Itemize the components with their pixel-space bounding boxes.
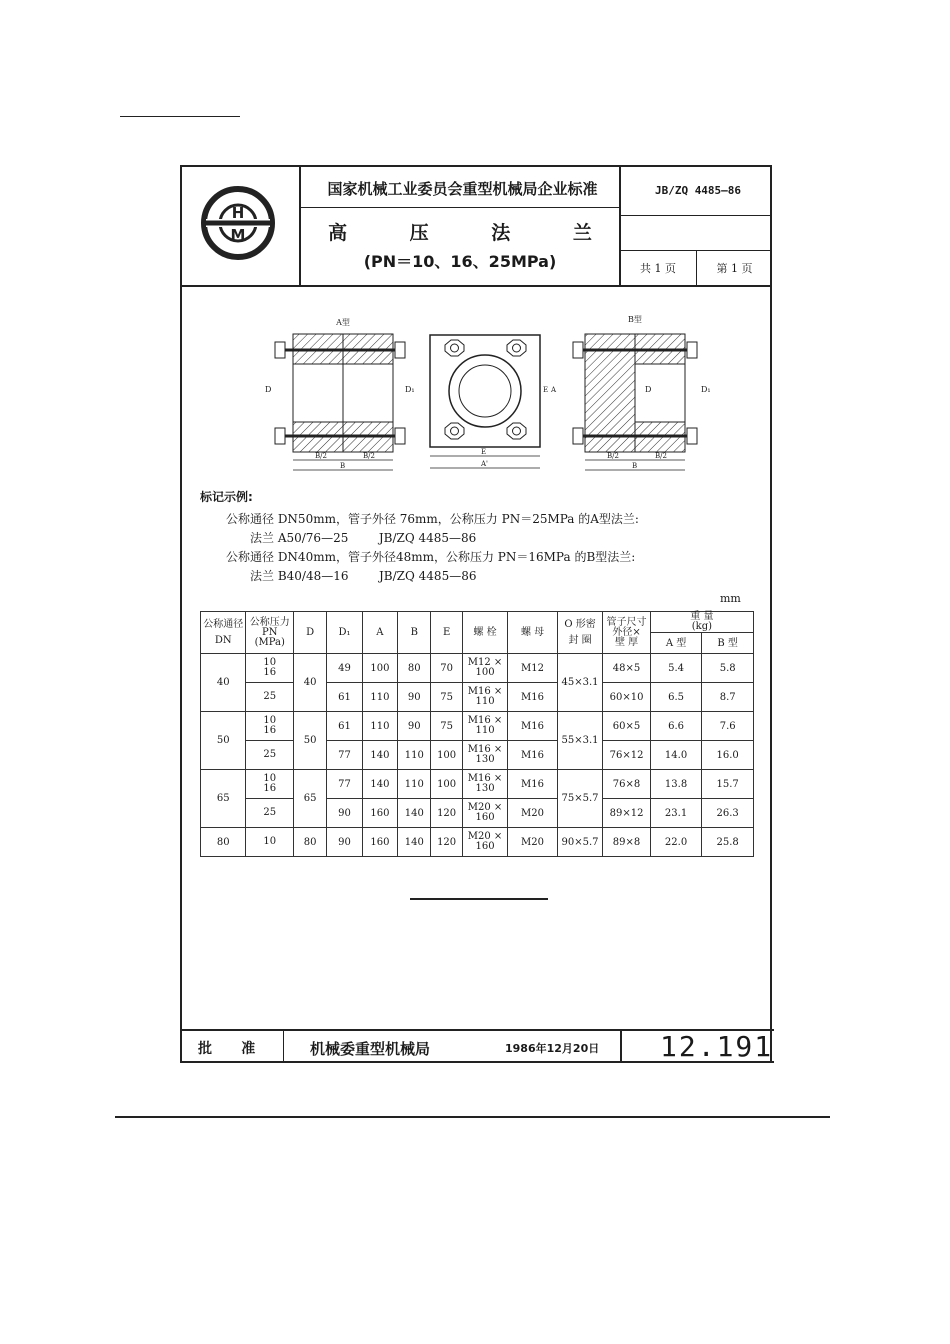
header-e: E <box>431 612 462 654</box>
cell-b: 110 <box>398 770 431 799</box>
bottom-rule <box>115 1116 830 1118</box>
cell-d1: 77 <box>327 770 362 799</box>
cell-bolt: M12 × 100 <box>462 654 507 683</box>
table-row <box>201 828 754 857</box>
svg-text:D: D <box>645 385 652 394</box>
front-view <box>430 335 557 468</box>
cell-e: 70 <box>431 654 462 683</box>
header-bolt: 螺 栓 <box>462 612 507 654</box>
cell-b: 80 <box>398 654 431 683</box>
cell-weight-b: 16.0 <box>702 741 754 770</box>
cell-dn: 40 <box>201 654 246 712</box>
cell-b: 110 <box>398 741 431 770</box>
standard-number: JB/ZQ 4485—86 <box>654 184 742 197</box>
end-mark-line <box>410 898 548 900</box>
cell-e: 75 <box>431 712 462 741</box>
svg-text:A': A' <box>481 460 488 468</box>
header-weight: 重 量 (kg) <box>650 612 753 633</box>
page-number: 第 1 页 <box>716 262 753 275</box>
header-weight-a: A 型 <box>650 633 702 654</box>
cell-nut: M16 <box>508 683 558 712</box>
cell-dn: 50 <box>201 712 246 770</box>
svg-text:B/2: B/2 <box>607 452 619 460</box>
cell-nut: M16 <box>508 712 558 741</box>
cell-pn: 25 <box>246 741 294 770</box>
cell-b: 90 <box>398 712 431 741</box>
logo-letter-h: H <box>231 204 245 222</box>
cell-d1: 90 <box>327 828 362 857</box>
cell-d1: 77 <box>327 741 362 770</box>
svg-text:D₁: D₁ <box>405 385 415 394</box>
total-pages: 共 1 页 <box>640 262 676 275</box>
cell-pn: 25 <box>246 683 294 712</box>
approve-label: 批 准 <box>198 1041 256 1057</box>
svg-text:E: E <box>543 386 549 394</box>
cell-pipe: 89×8 <box>603 828 651 857</box>
cell-d: 50 <box>293 712 326 770</box>
cell-a: 140 <box>362 741 397 770</box>
header-oring: O 形密 封 圈 <box>557 612 602 654</box>
cell-a: 140 <box>362 770 397 799</box>
header-b: B <box>398 612 431 654</box>
cell-d1: 61 <box>327 683 362 712</box>
table-row <box>201 741 754 770</box>
cell-d: 40 <box>293 654 326 712</box>
header-hline-2 <box>620 215 772 216</box>
cell-weight-a: 14.0 <box>650 741 702 770</box>
cell-pipe: 76×12 <box>603 741 651 770</box>
cell-nut: M16 <box>508 770 558 799</box>
cell-d1: 61 <box>327 712 362 741</box>
cell-e: 100 <box>431 741 462 770</box>
logo-letter-m: M <box>230 226 246 244</box>
type-b-section <box>573 334 711 470</box>
header-d: D <box>293 612 326 654</box>
cell-pn: 10 16 <box>246 654 294 683</box>
cell-bolt: M16 × 130 <box>462 741 507 770</box>
cell-dn: 80 <box>201 828 246 857</box>
cell-a: 160 <box>362 828 397 857</box>
cell-weight-a: 23.1 <box>650 799 702 828</box>
cell-b: 140 <box>398 828 431 857</box>
footer-vline-2 <box>620 1029 622 1062</box>
cell-oring: 45×3.1 <box>557 654 602 712</box>
svg-text:B/2: B/2 <box>315 452 327 460</box>
svg-text:E: E <box>481 448 487 456</box>
cell-pipe: 89×12 <box>603 799 651 828</box>
cell-pn: 10 16 <box>246 770 294 799</box>
cell-d1: 49 <box>327 654 362 683</box>
header-hline-1 <box>300 207 620 208</box>
table-row <box>201 799 754 828</box>
table-row <box>201 712 754 741</box>
svg-text:D₁: D₁ <box>701 385 711 394</box>
cell-nut: M12 <box>508 654 558 683</box>
cell-d: 65 <box>293 770 326 828</box>
example-line-1: 公称通径 DN50mm，管子外径 76mm，公称压力 PN＝25MPa 的A型法兰: <box>226 512 639 526</box>
footer-vline-1 <box>283 1029 284 1062</box>
cell-e: 120 <box>431 828 462 857</box>
svg-text:B/2: B/2 <box>655 452 667 460</box>
unit-label: mm <box>720 592 741 605</box>
table-row <box>201 683 754 712</box>
header-d1: D₁ <box>327 612 362 654</box>
org-title: 国家机械工业委员会重型机械局企业标准 <box>327 180 598 198</box>
cell-oring: 55×3.1 <box>557 712 602 770</box>
header-pipe: 管子尺寸 外径× 壁 厚 <box>603 612 651 654</box>
cell-weight-b: 8.7 <box>702 683 754 712</box>
document-number: 12.191 <box>660 1030 774 1063</box>
example-line-2: 法兰 A50/76—25 JB/ZQ 4485—86 <box>250 531 477 545</box>
header-pn: 公称压力 PN (MPa) <box>246 612 294 654</box>
cell-pipe: 48×5 <box>603 654 651 683</box>
svg-text:D: D <box>265 385 272 394</box>
svg-text:B/2: B/2 <box>363 452 375 460</box>
cell-a: 160 <box>362 799 397 828</box>
cell-pn: 10 16 <box>246 712 294 741</box>
cell-pipe: 60×10 <box>603 683 651 712</box>
svg-text:B: B <box>632 462 638 470</box>
example-line-3: 公称通径 DN40mm，管子外径48mm，公称压力 PN＝16MPa 的B型法兰: <box>226 550 636 564</box>
cell-nut: M20 <box>508 799 558 828</box>
cell-bolt: M16 × 130 <box>462 770 507 799</box>
type-a-section <box>265 334 415 470</box>
flange-dimensions-table <box>200 611 754 857</box>
cell-weight-a: 13.8 <box>650 770 702 799</box>
issue-date: 1986年12月20日 <box>505 1042 600 1055</box>
cell-oring: 90×5.7 <box>557 828 602 857</box>
table-row <box>201 770 754 799</box>
cell-b: 90 <box>398 683 431 712</box>
example-heading: 标记示例: <box>200 490 253 504</box>
header-dn: 公称通径 DN <box>201 612 246 654</box>
cell-bolt: M20 × 160 <box>462 828 507 857</box>
header-weight-b: B 型 <box>702 633 754 654</box>
svg-text:B: B <box>340 462 346 470</box>
header-nut: 螺 母 <box>508 612 558 654</box>
cell-weight-a: 6.5 <box>650 683 702 712</box>
page-subtitle: (PN＝10、16、25MPa) <box>363 252 557 271</box>
svg-text:A: A <box>551 386 557 394</box>
header-a: A <box>362 612 397 654</box>
cell-e: 100 <box>431 770 462 799</box>
cell-d1: 90 <box>327 799 362 828</box>
cell-bolt: M16 × 110 <box>462 683 507 712</box>
cell-a: 100 <box>362 654 397 683</box>
cell-b: 140 <box>398 799 431 828</box>
example-line-4: 法兰 B40/48—16 JB/ZQ 4485—86 <box>250 569 477 583</box>
cell-weight-a: 5.4 <box>650 654 702 683</box>
cell-dn: 65 <box>201 770 246 828</box>
cell-e: 120 <box>431 799 462 828</box>
page-title: 高 压 法 兰 <box>328 222 620 244</box>
cell-weight-b: 7.6 <box>702 712 754 741</box>
hm-logo-icon <box>200 185 276 261</box>
cell-nut: M20 <box>508 828 558 857</box>
header-bottom-line <box>180 285 772 287</box>
cell-weight-a: 22.0 <box>650 828 702 857</box>
cell-pn: 10 <box>246 828 294 857</box>
top-rule <box>120 116 240 117</box>
cell-weight-b: 26.3 <box>702 799 754 828</box>
cell-pipe: 76×8 <box>603 770 651 799</box>
table-row <box>201 654 754 683</box>
cell-weight-b: 5.8 <box>702 654 754 683</box>
cell-a: 110 <box>362 683 397 712</box>
cell-d: 80 <box>293 828 326 857</box>
cell-bolt: M20 × 160 <box>462 799 507 828</box>
cell-weight-b: 25.8 <box>702 828 754 857</box>
cell-weight-a: 6.6 <box>650 712 702 741</box>
cell-weight-b: 15.7 <box>702 770 754 799</box>
cell-a: 110 <box>362 712 397 741</box>
cell-nut: M16 <box>508 741 558 770</box>
cell-pn: 25 <box>246 799 294 828</box>
type-b-label: B型 <box>628 315 642 324</box>
cell-pipe: 60×5 <box>603 712 651 741</box>
cell-e: 75 <box>431 683 462 712</box>
issuer: 机械委重型机械局 <box>310 1040 431 1058</box>
type-a-label: A型 <box>336 318 350 327</box>
cell-bolt: M16 × 110 <box>462 712 507 741</box>
cell-oring: 75×5.7 <box>557 770 602 828</box>
flange-drawing <box>255 310 715 480</box>
